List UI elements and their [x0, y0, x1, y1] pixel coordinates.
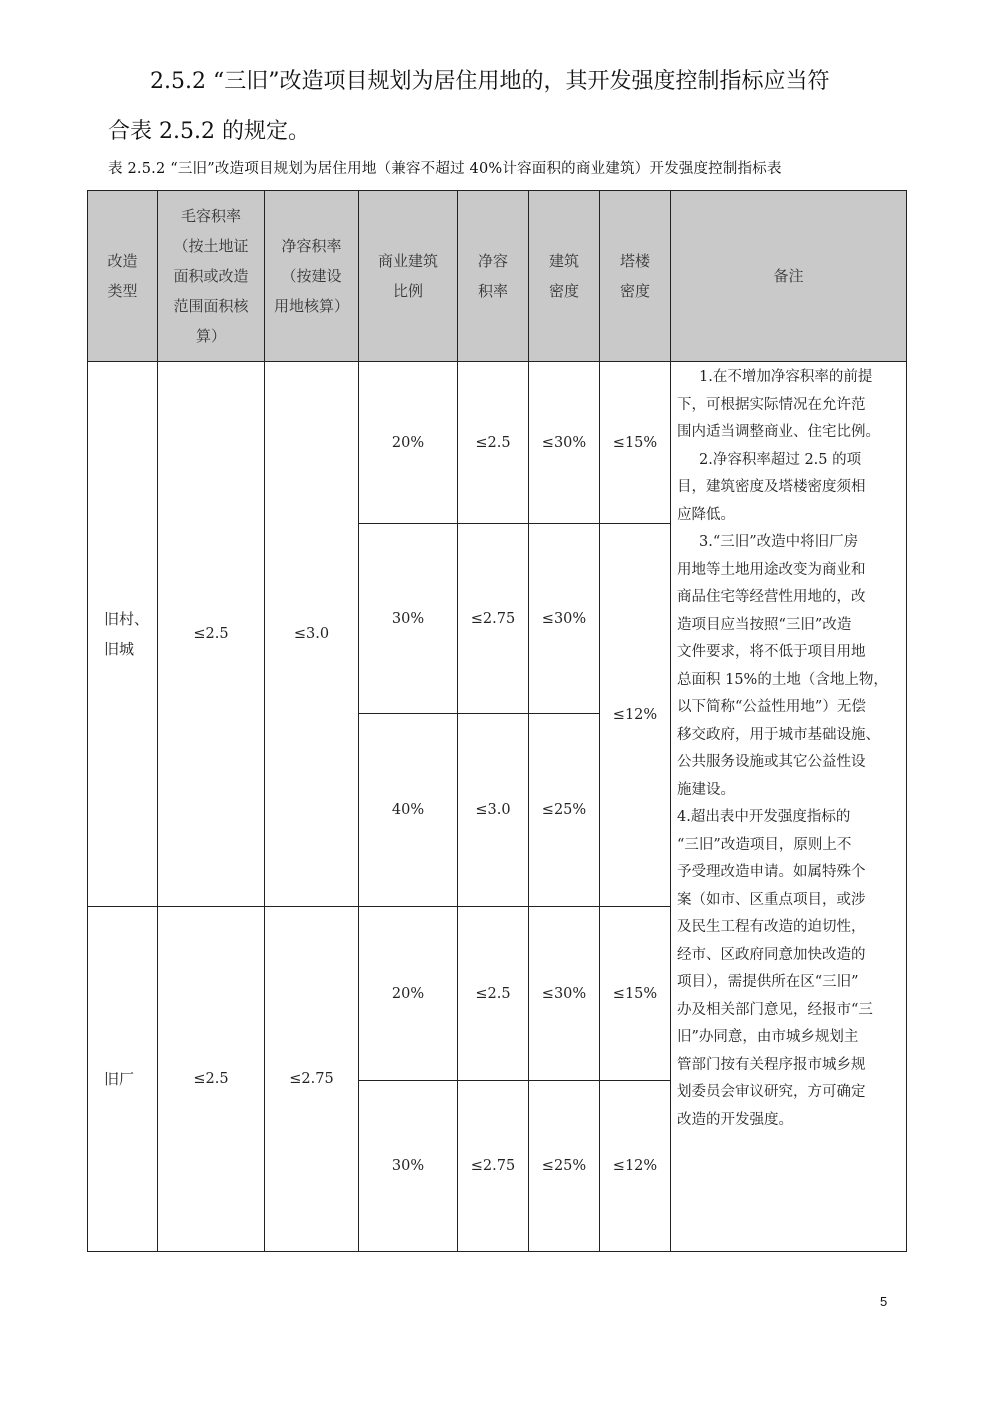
building-density-cell: ≤30% [529, 362, 600, 524]
remarks-line: 改造的开发强度。 [677, 1111, 793, 1128]
type-old-village-city: 旧村、 旧城 [88, 362, 158, 907]
remarks-line: “三旧”改造项目，原则上不 [677, 836, 852, 853]
commercial-ratio-cell: 20% [359, 362, 458, 524]
remarks-line: 4.超出表中开发强度指标的 [677, 809, 851, 825]
tower-density-merged-cell: ≤12% [600, 524, 671, 907]
remarks-line: 移交政府，用于城市基础设施、 [677, 726, 880, 743]
remarks-line: 造项目应当按照“三旧”改造 [677, 616, 852, 633]
remarks-line: 划委员会审议研究，方可确定 [677, 1084, 866, 1100]
remarks-line: 经市、区政府同意加快改造的 [677, 946, 866, 963]
header-tower-density: 塔楼 密度 [600, 191, 671, 362]
building-density-cell: ≤30% [529, 907, 600, 1081]
remarks-line: 2.净容积率超过 2.5 的项 [699, 451, 862, 468]
remarks-line: 及民生工程有改造的迫切性， [677, 919, 866, 935]
net-far-row-cell: ≤2.5 [458, 907, 529, 1081]
commercial-ratio-cell: 40% [359, 714, 458, 907]
header-remarks: 备注 [671, 191, 907, 362]
remarks-line: 商品住宅等经营性用地的，改 [677, 589, 866, 605]
header-building-density: 建筑 密度 [529, 191, 600, 362]
net-far-cell: ≤3.0 [265, 362, 359, 907]
net-far-row-cell: ≤2.75 [458, 524, 529, 714]
remarks-text [677, 364, 900, 1134]
header-commercial-ratio: 商业建筑 比例 [359, 191, 458, 362]
remarks-line: 予受理改造申请。如属特殊个 [677, 864, 866, 880]
remarks-cell [671, 362, 907, 1252]
building-density-cell: ≤25% [529, 1081, 600, 1252]
remarks-line: 公共服务设施或其它公益性设 [677, 754, 866, 770]
header-net-far-2: 净容 积率 [458, 191, 529, 362]
gross-far-cell: ≤2.5 [158, 907, 265, 1252]
remarks-line: 应降低。 [677, 506, 735, 523]
header-net-far: 净容积率 （按建设 用地核算） [265, 191, 359, 362]
remarks-line: 用地等土地用途改变为商业和 [677, 561, 866, 578]
remarks-line: 办及相关部门意见，经报市“三 [677, 1001, 873, 1018]
remarks-line: 以下简称“公益性用地”）无偿 [677, 699, 866, 715]
type-old-factory: 旧厂 [88, 907, 158, 1252]
building-density-cell: ≤25% [529, 714, 600, 907]
header-row [88, 191, 907, 362]
remarks-line: 目，建筑密度及塔楼密度须相 [677, 479, 866, 495]
remarks-line: 旧”办同意，由市城乡规划主 [677, 1029, 859, 1045]
header-type: 改造 类型 [88, 191, 158, 362]
tower-density-cell: ≤15% [600, 362, 671, 524]
remarks-line: 围内适当调整商业、住宅比例。 [677, 424, 880, 440]
remarks-line: 总面积 15%的土地（含地上物， [677, 671, 888, 688]
commercial-ratio-cell: 30% [359, 1081, 458, 1252]
remarks-line: 文件要求，将不低于项目用地 [677, 644, 866, 660]
table-caption: 表 2.5.2 “三旧”改造项目规划为居住用地（兼容不超过 40%计容面积的商业建筑）开发强度控制指标表 [108, 161, 782, 177]
page-number: 5 [880, 1294, 888, 1309]
intro-paragraph [108, 57, 908, 157]
intro-line-1: 2.5.2 “三旧”改造项目规划为居住用地的，其开发强度控制指标应当符 [150, 69, 830, 94]
table-row [88, 362, 907, 524]
header-gross-far: 毛容积率 （按土地证 面积或改造 范围面积核 算） [158, 191, 265, 362]
intro-line-2: 合表 2.5.2 的规定。 [108, 119, 310, 144]
remarks-line: 案（如市、区重点项目，或涉 [677, 891, 866, 908]
building-density-cell: ≤30% [529, 524, 600, 714]
remarks-line: 3.“三旧”改造中将旧厂房 [699, 534, 859, 550]
remarks-line: 项目），需提供所在区“三旧” [677, 974, 859, 990]
remarks-line: 1.在不增加净容积率的前提 [699, 369, 873, 385]
remarks-line: 施建设。 [677, 781, 735, 798]
net-far-row-cell: ≤2.75 [458, 1081, 529, 1252]
tower-density-cell: ≤12% [600, 1081, 671, 1252]
net-far-row-cell: ≤3.0 [458, 714, 529, 907]
remarks-line: 管部门按有关程序报市城乡规 [677, 1056, 866, 1073]
remarks-line: 下，可根据实际情况在允许范 [677, 396, 866, 413]
commercial-ratio-cell: 20% [359, 907, 458, 1081]
tower-density-cell: ≤15% [600, 907, 671, 1081]
gross-far-cell: ≤2.5 [158, 362, 265, 907]
development-intensity-table [87, 190, 907, 1252]
commercial-ratio-cell: 30% [359, 524, 458, 714]
net-far-cell: ≤2.75 [265, 907, 359, 1252]
net-far-row-cell: ≤2.5 [458, 362, 529, 524]
